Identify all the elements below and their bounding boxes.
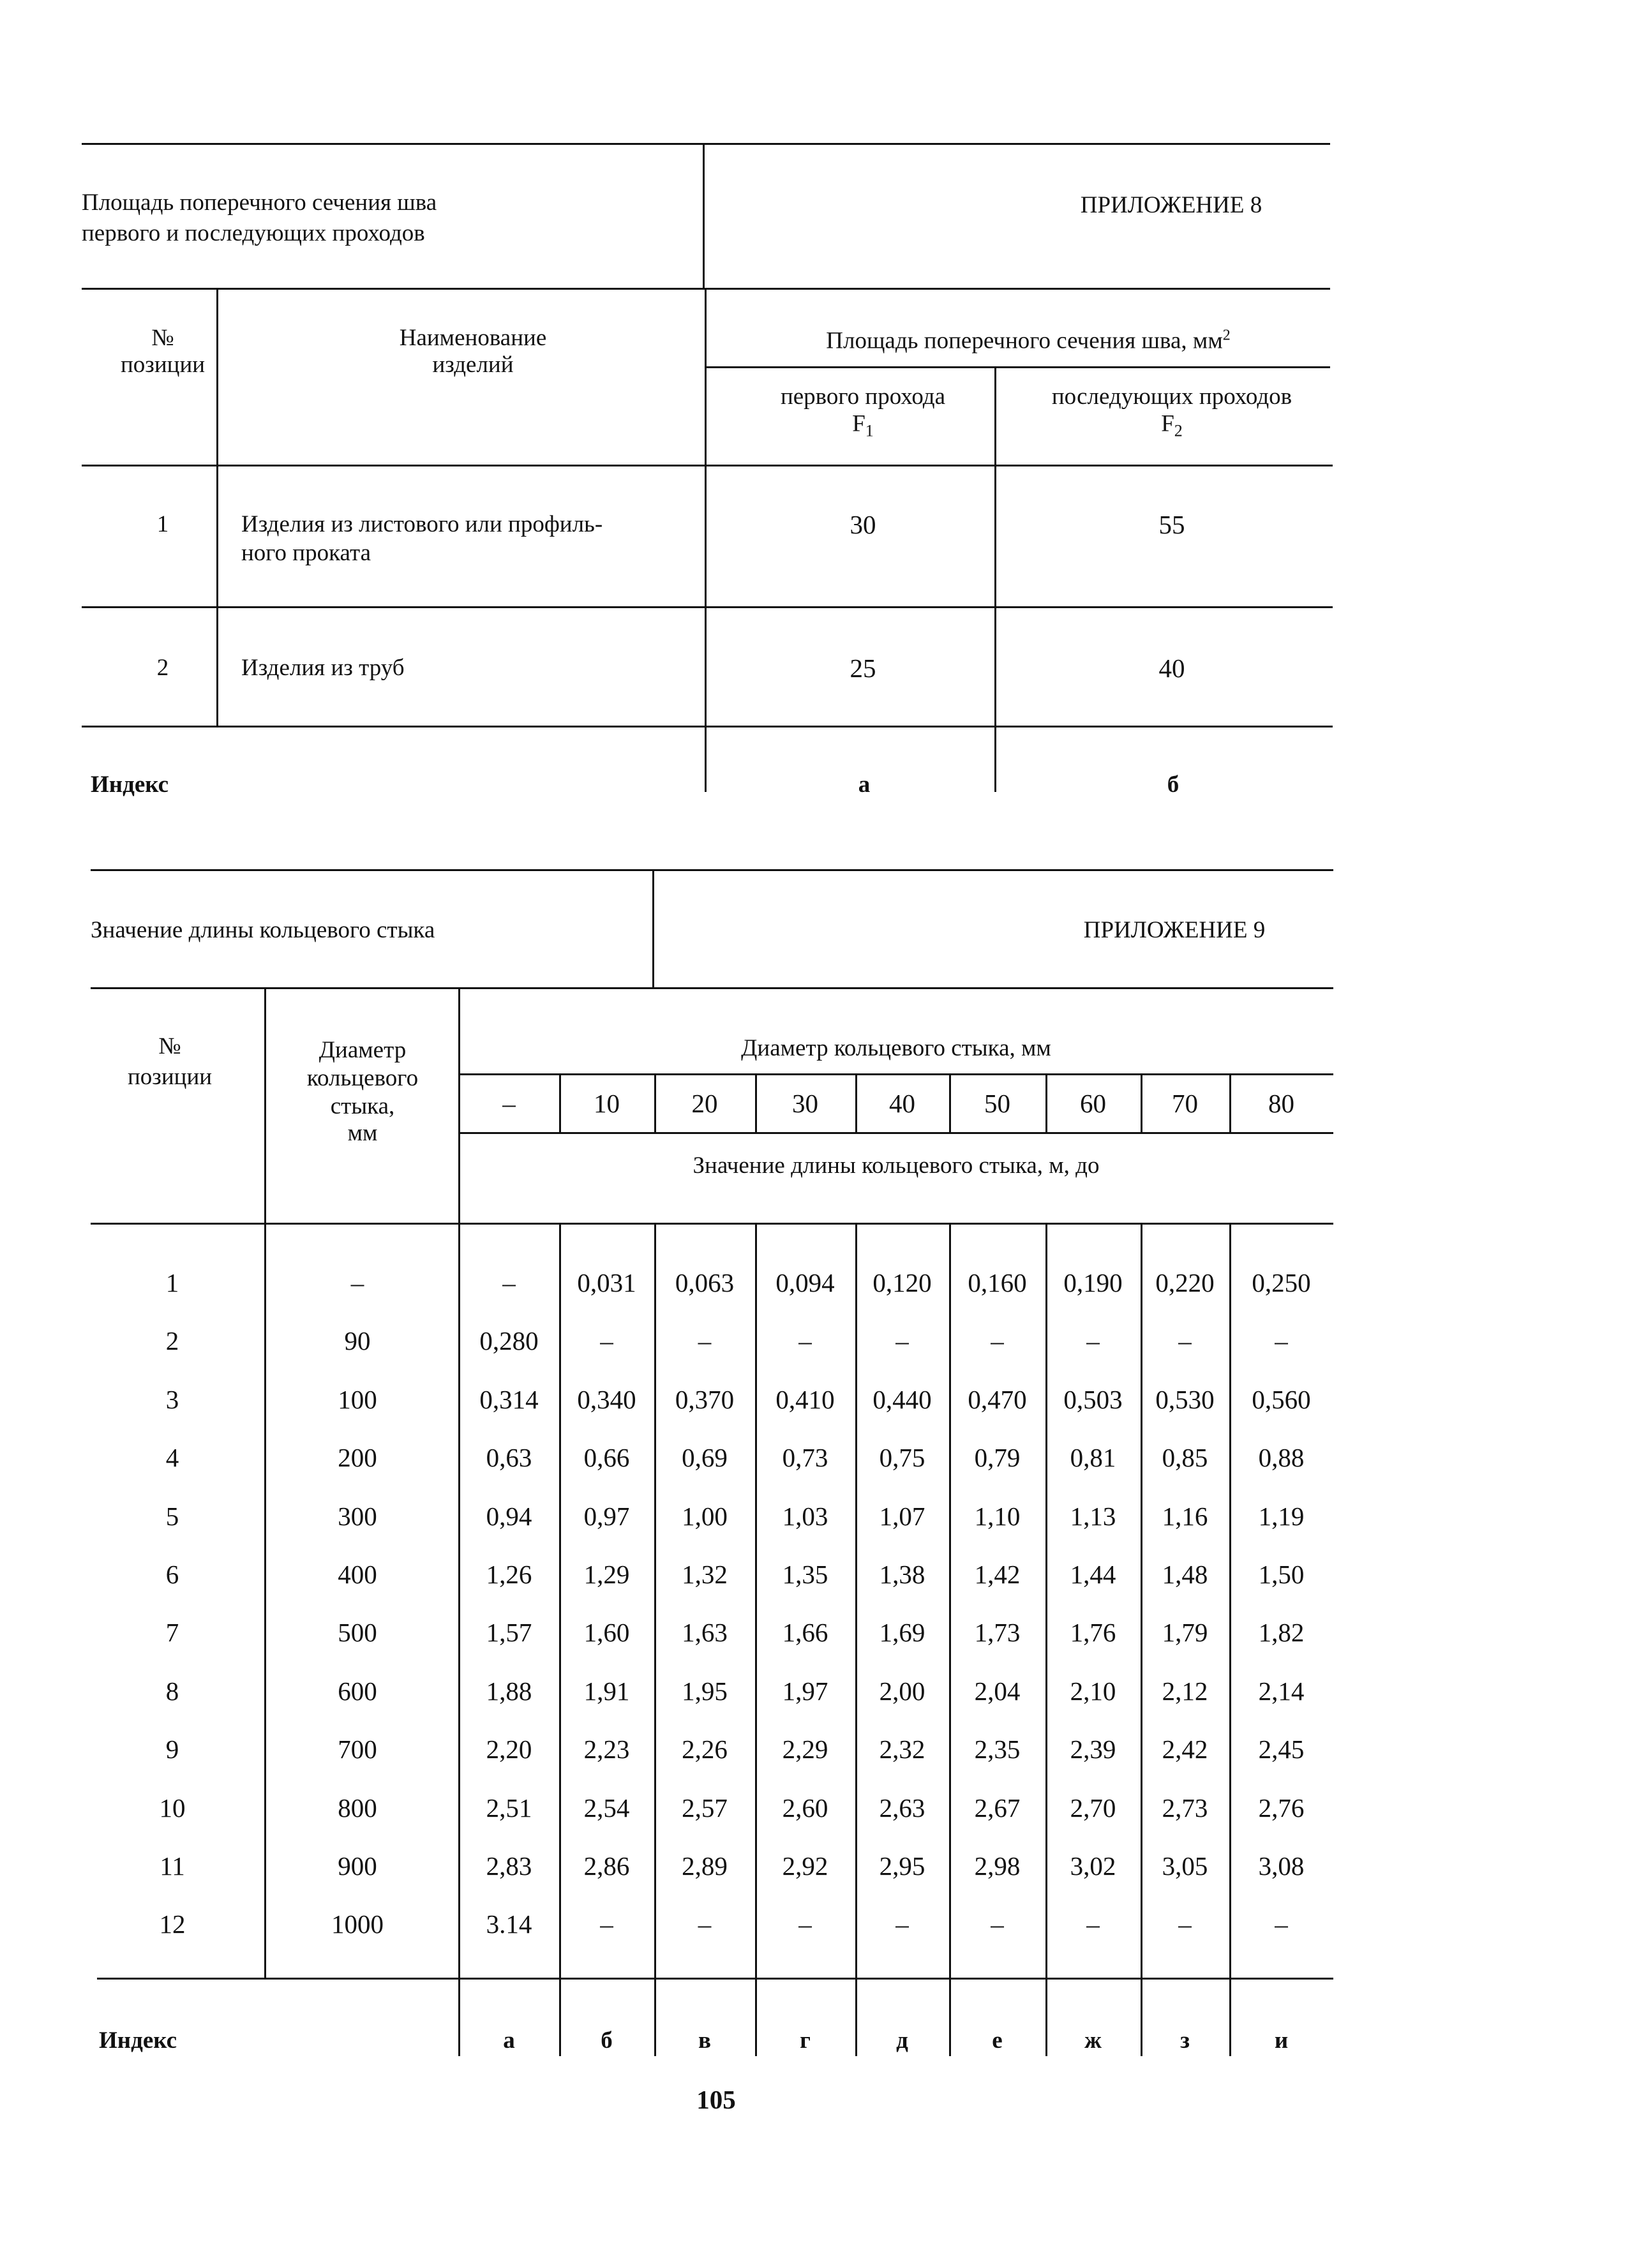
row-pos: 7: [165, 1618, 179, 1648]
cell-value: –: [698, 1326, 712, 1356]
cell-value: 0,85: [1162, 1443, 1208, 1473]
cell-value: 2,95: [879, 1851, 925, 1881]
cell-value: 1,03: [782, 1501, 828, 1531]
diameter-header-cell: 80: [1268, 1089, 1294, 1118]
cell-value: 2,23: [583, 1735, 630, 1764]
index-cell: д: [896, 2027, 908, 2054]
cell-value: 2,54: [583, 1793, 630, 1823]
header-area: [826, 321, 1230, 355]
cell-value: 2,14: [1258, 1676, 1305, 1706]
index-label: Индекс: [91, 772, 169, 798]
cell-value: 0,81: [1070, 1443, 1116, 1473]
header-pos-line-2: позиции: [127, 1064, 213, 1090]
cell-value: –: [991, 1909, 1004, 1939]
cell-value: 1,35: [782, 1560, 828, 1589]
cell-value: 2,26: [682, 1735, 728, 1764]
diameter-header-cell: 50: [984, 1089, 1010, 1118]
cell-value: –: [1275, 1909, 1288, 1939]
rule: [652, 869, 654, 988]
cell-value: –: [895, 1909, 909, 1939]
rule: [82, 143, 1330, 145]
rule: [654, 1073, 656, 1133]
row-f1: 25: [850, 653, 876, 683]
cell-value: 0,031: [577, 1268, 636, 1297]
rule: [82, 465, 1333, 466]
rule: [91, 1223, 1333, 1225]
row-diameter: 700: [338, 1735, 377, 1764]
header-first-pass: первого прохода: [780, 384, 946, 410]
index-cell: ж: [1084, 2027, 1102, 2054]
diameter-header-cell: 60: [1080, 1089, 1106, 1118]
cell-value: 1,69: [879, 1618, 925, 1648]
cell-value: 2,63: [879, 1793, 925, 1823]
cell-value: –: [1086, 1909, 1100, 1939]
header-pos-line-1: №: [158, 1033, 181, 1059]
cell-value: 3.14: [486, 1909, 532, 1939]
cell-value: 0,120: [872, 1268, 932, 1297]
cell-value: 0,79: [974, 1443, 1021, 1473]
row-diameter: 100: [338, 1384, 377, 1414]
row-pos: 1: [165, 1268, 179, 1297]
cell-value: 2,76: [1258, 1793, 1305, 1823]
rule: [264, 987, 266, 1978]
rule: [755, 1223, 757, 2056]
row-diameter: 900: [338, 1851, 377, 1881]
cell-value: 2,98: [974, 1851, 1021, 1881]
header-f2: [1161, 410, 1183, 445]
row-pos: 12: [159, 1909, 186, 1939]
appendix-8-title-line-1: Площадь поперечного сечения шва: [82, 190, 437, 216]
rule: [458, 1132, 1333, 1134]
row-f1: 30: [850, 510, 876, 539]
cell-value: 0,063: [675, 1268, 735, 1297]
cell-value: 1,76: [1070, 1618, 1116, 1648]
cell-value: 0,88: [1258, 1443, 1305, 1473]
cell-value: 2,42: [1162, 1735, 1208, 1764]
row-pos: 2: [156, 655, 169, 681]
rule: [97, 1978, 1333, 1980]
header-area-sup: 2: [1222, 327, 1231, 344]
cell-value: 1,16: [1162, 1501, 1208, 1531]
cell-value: 0,73: [782, 1443, 828, 1473]
row-name-line-2: ного проката: [241, 540, 371, 566]
cell-value: 2,00: [879, 1676, 925, 1706]
cell-value: 1,50: [1258, 1560, 1305, 1589]
cell-value: –: [798, 1326, 812, 1356]
index-cell: е: [992, 2027, 1003, 2054]
index-cell: в: [698, 2027, 711, 2054]
cell-value: 2,89: [682, 1851, 728, 1881]
header-next-passes: последующих проходов: [1051, 384, 1292, 410]
rule: [949, 1223, 951, 2056]
cell-value: 2,60: [782, 1793, 828, 1823]
rule: [949, 1073, 951, 1133]
header-ring-diameter: Диаметр кольцевого стыка, мм: [741, 1035, 1051, 1061]
rule: [458, 987, 460, 2056]
index-cell: з: [1180, 2027, 1190, 2054]
cell-value: 1,63: [682, 1618, 728, 1648]
cell-value: 0,190: [1063, 1268, 1123, 1297]
cell-value: 0,69: [682, 1443, 728, 1473]
cell-value: –: [798, 1909, 812, 1939]
diameter-header-cell: 70: [1172, 1089, 1198, 1118]
rule: [82, 726, 1333, 727]
rule: [705, 366, 1330, 368]
page-number: 105: [696, 2085, 736, 2114]
cell-value: –: [991, 1326, 1004, 1356]
cell-value: 1,10: [974, 1501, 1021, 1531]
cell-value: 1,95: [682, 1676, 728, 1706]
appendix-8-title-line-2: первого и последующих проходов: [82, 220, 425, 246]
cell-value: 0,530: [1155, 1384, 1215, 1414]
appendix-9-label: ПРИЛОЖЕНИЕ 9: [1083, 917, 1266, 943]
index-cell: и: [1274, 2027, 1289, 2054]
cell-value: 2,70: [1070, 1793, 1116, 1823]
rule: [1229, 1073, 1231, 1133]
cell-value: 2,32: [879, 1735, 925, 1764]
cell-value: –: [600, 1909, 613, 1939]
cell-value: 0,340: [577, 1384, 636, 1414]
row-diameter: –: [350, 1268, 364, 1297]
row-pos: 6: [165, 1560, 179, 1589]
rule: [654, 1223, 656, 2056]
cell-value: 2,12: [1162, 1676, 1208, 1706]
header-pos-line-1: №: [151, 325, 174, 351]
f1-sub: 1: [865, 421, 874, 440]
cell-value: 1,48: [1162, 1560, 1208, 1589]
rule: [216, 288, 218, 726]
header-f1: [852, 410, 874, 445]
row-pos: 10: [159, 1793, 186, 1823]
cell-value: 2,10: [1070, 1676, 1116, 1706]
cell-value: 0,97: [583, 1501, 630, 1531]
diameter-header-cell: –: [502, 1089, 516, 1118]
cell-value: 2,20: [486, 1735, 532, 1764]
cell-value: 0,503: [1063, 1384, 1123, 1414]
cell-value: 2,83: [486, 1851, 532, 1881]
header-diam-line-1: Диаметр: [318, 1037, 407, 1063]
cell-value: 1,32: [682, 1560, 728, 1589]
index-cell: а: [503, 2027, 515, 2054]
cell-value: 1,00: [682, 1501, 728, 1531]
cell-value: 1,26: [486, 1560, 532, 1589]
cell-value: –: [502, 1268, 516, 1297]
cell-value: 1,29: [583, 1560, 630, 1589]
cell-value: 1,82: [1258, 1618, 1305, 1648]
cell-value: 1,73: [974, 1618, 1021, 1648]
appendix-8-label: ПРИЛОЖЕНИЕ 8: [1080, 192, 1262, 218]
row-diameter: 1000: [331, 1909, 384, 1939]
cell-value: 1,88: [486, 1676, 532, 1706]
cell-value: 3,02: [1070, 1851, 1116, 1881]
row-diameter: 200: [338, 1443, 377, 1473]
cell-value: 0,370: [675, 1384, 735, 1414]
cell-value: 0,66: [583, 1443, 630, 1473]
cell-value: 1,13: [1070, 1501, 1116, 1531]
row-pos: 3: [165, 1384, 179, 1414]
row-diameter: 90: [344, 1326, 371, 1356]
row-diameter: 500: [338, 1618, 377, 1648]
rule: [458, 1073, 1333, 1075]
rule: [91, 869, 1333, 871]
row-name-line-1: Изделия из листового или профиль-: [241, 511, 603, 537]
cell-value: –: [1086, 1326, 1100, 1356]
cell-value: 1,19: [1258, 1501, 1305, 1531]
index-b: б: [1167, 772, 1179, 798]
cell-value: 2,29: [782, 1735, 828, 1764]
cell-value: 1,79: [1162, 1618, 1208, 1648]
rule: [994, 366, 996, 792]
cell-value: 1,66: [782, 1618, 828, 1648]
rule: [559, 1073, 561, 1133]
cell-value: 3,05: [1162, 1851, 1208, 1881]
cell-value: 1,91: [583, 1676, 630, 1706]
cell-value: 2,04: [974, 1676, 1021, 1706]
diameter-header-cell: 40: [889, 1089, 915, 1118]
cell-value: –: [895, 1326, 909, 1356]
rule: [1045, 1073, 1047, 1133]
cell-value: 0,63: [486, 1443, 532, 1473]
cell-value: 2,67: [974, 1793, 1021, 1823]
rule: [755, 1073, 757, 1133]
rule: [1229, 1223, 1231, 2056]
rule: [559, 1223, 561, 2056]
diameter-header-cell: 20: [691, 1089, 718, 1118]
cell-value: 2,92: [782, 1851, 828, 1881]
f2-sub: 2: [1174, 421, 1183, 440]
cell-value: 0,410: [775, 1384, 835, 1414]
rule: [1141, 1073, 1142, 1133]
diameter-header-cell: 10: [594, 1089, 620, 1118]
cell-value: –: [1275, 1326, 1288, 1356]
row-diameter: 600: [338, 1676, 377, 1706]
row-pos: 4: [165, 1443, 179, 1473]
row-pos: 11: [160, 1851, 185, 1881]
header-diam-line-4: мм: [347, 1120, 378, 1146]
header-diam-line-2: кольцевого: [306, 1065, 419, 1091]
rule: [855, 1073, 857, 1133]
row-f2: 55: [1158, 510, 1185, 539]
header-name-line-1: Наименование: [399, 325, 547, 351]
rule: [705, 288, 707, 792]
cell-value: 0,280: [479, 1326, 539, 1356]
header-area-text: Площадь поперечного сечения шва, мм: [826, 327, 1223, 354]
header-pos-line-2: позиции: [120, 352, 206, 378]
rule: [1045, 1223, 1047, 2056]
cell-value: 2,73: [1162, 1793, 1208, 1823]
cell-value: 0,560: [1252, 1384, 1311, 1414]
cell-value: 0,314: [479, 1384, 539, 1414]
index-cell: б: [601, 2027, 613, 2054]
cell-value: 0,440: [872, 1384, 932, 1414]
cell-value: 0,94: [486, 1501, 532, 1531]
cell-value: –: [1178, 1326, 1192, 1356]
cell-value: 0,160: [968, 1268, 1027, 1297]
row-diameter: 800: [338, 1793, 377, 1823]
row-pos: 1: [156, 511, 169, 537]
diameter-header-cell: 30: [792, 1089, 818, 1118]
rule: [855, 1223, 857, 2056]
cell-value: 2,57: [682, 1793, 728, 1823]
cell-value: –: [698, 1909, 712, 1939]
cell-value: 0,75: [879, 1443, 925, 1473]
header-diam-line-3: стыка,: [330, 1093, 395, 1119]
cell-value: 2,86: [583, 1851, 630, 1881]
f1-symbol: F: [852, 410, 865, 437]
cell-value: 2,45: [1258, 1735, 1305, 1764]
header-length-caption: Значение длины кольцевого стыка, м, до: [693, 1153, 1100, 1179]
row-pos: 9: [165, 1735, 179, 1764]
cell-value: 0,220: [1155, 1268, 1215, 1297]
row-pos: 8: [165, 1676, 179, 1706]
rule: [91, 987, 1333, 989]
index-cell: г: [800, 2027, 811, 2054]
row-pos: 5: [165, 1501, 179, 1531]
cell-value: 1,97: [782, 1676, 828, 1706]
index-label: Индекс: [99, 2027, 177, 2054]
cell-value: 1,60: [583, 1618, 630, 1648]
cell-value: 3,08: [1258, 1851, 1305, 1881]
cell-value: –: [600, 1326, 613, 1356]
rule: [1141, 1223, 1142, 2056]
cell-value: 2,35: [974, 1735, 1021, 1764]
row-name-line-1: Изделия из труб: [241, 655, 405, 681]
index-a: а: [858, 772, 871, 798]
f2-symbol: F: [1161, 410, 1174, 437]
cell-value: 1,42: [974, 1560, 1021, 1589]
row-diameter: 400: [338, 1560, 377, 1589]
cell-value: 2,39: [1070, 1735, 1116, 1764]
row-diameter: 300: [338, 1501, 377, 1531]
header-name-line-2: изделий: [432, 352, 514, 378]
row-f2: 40: [1158, 653, 1185, 683]
row-pos: 2: [165, 1326, 179, 1356]
cell-value: 0,250: [1252, 1268, 1311, 1297]
rule: [703, 143, 705, 288]
appendix-9-title: Значение длины кольцевого стыка: [91, 917, 435, 943]
cell-value: 0,470: [968, 1384, 1027, 1414]
cell-value: –: [1178, 1909, 1192, 1939]
cell-value: 1,44: [1070, 1560, 1116, 1589]
cell-value: 1,57: [486, 1618, 532, 1648]
rule: [82, 606, 1333, 608]
cell-value: 1,07: [879, 1501, 925, 1531]
cell-value: 2,51: [486, 1793, 532, 1823]
cell-value: 0,094: [775, 1268, 835, 1297]
cell-value: 1,38: [879, 1560, 925, 1589]
